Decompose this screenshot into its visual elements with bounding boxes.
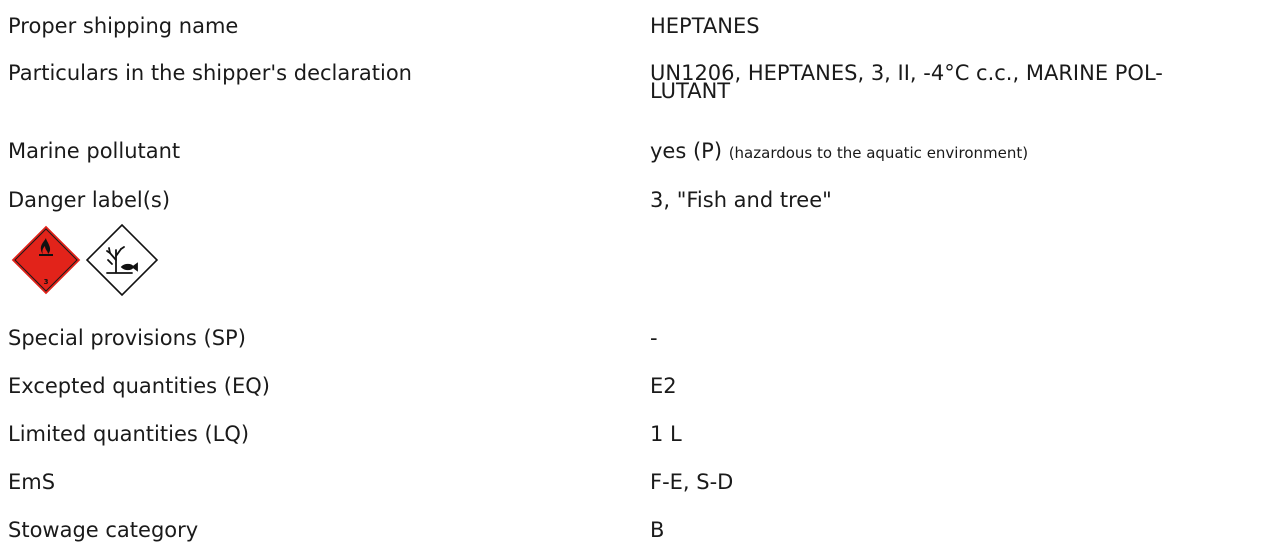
label-stowage-category: Stowage category	[8, 518, 199, 542]
value-marine-pollutant	[650, 139, 1256, 165]
label-limited-quantities: Limited quantities (LQ)	[8, 422, 250, 446]
label-danger-labels: Danger label(s)	[8, 188, 171, 212]
value-particulars-line-1: UN1206, HEPTANES, 3, II, -4°C c.c., MARINE POL-	[650, 61, 1163, 85]
value-particulars	[650, 61, 1256, 103]
label-ems: EmS	[8, 470, 56, 494]
value-danger-labels: 3, "Fish and tree"	[650, 188, 832, 212]
value-special-provisions: -	[650, 326, 658, 350]
label-marine-pollutant: Marine pollutant	[8, 139, 181, 163]
environment-hazard-label-icon	[86, 224, 158, 296]
value-excepted-quantities: E2	[650, 374, 677, 398]
hazard-label-images	[10, 224, 210, 296]
label-special-provisions: Special provisions (SP)	[8, 326, 246, 350]
value-proper-shipping-name: HEPTANES	[650, 14, 760, 38]
value-stowage-category: B	[650, 518, 665, 542]
value-ems: F-E, S-D	[650, 470, 734, 494]
value-particulars-line-2: LUTANT	[650, 79, 731, 103]
value-marine-pollutant-note: (hazardous to the aquatic environment)	[728, 144, 1029, 162]
value-marine-pollutant-main: yes (P)	[650, 139, 723, 163]
flammable-liquid-label-icon	[10, 224, 82, 296]
label-excepted-quantities: Excepted quantities (EQ)	[8, 374, 270, 398]
value-limited-quantities: 1 L	[650, 422, 682, 446]
label-proper-shipping-name: Proper shipping name	[8, 14, 239, 38]
class-number: 3	[43, 278, 49, 286]
label-particulars: Particulars in the shipper's declaration	[8, 61, 412, 85]
